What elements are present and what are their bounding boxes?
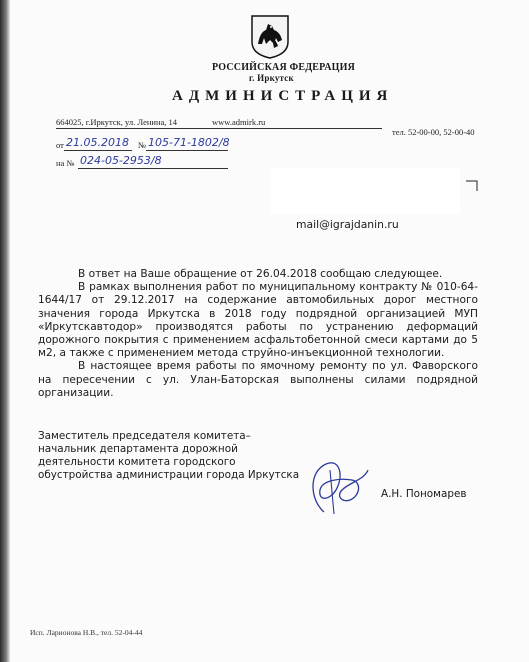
country-name: РОССИЙСКАЯ ФЕДЕРАЦИЯ bbox=[212, 62, 356, 73]
coat-of-arms-icon bbox=[250, 14, 290, 60]
date-prefix: от bbox=[56, 140, 64, 150]
body-paragraph: В ответ на Ваше обращение от 26.04.2018 сообщаю следующее. bbox=[78, 268, 443, 280]
phone-text: тел. 52-00-00, 52-00-40 bbox=[392, 127, 475, 137]
header-rule bbox=[56, 128, 382, 129]
position-line: деятельности комитета городского bbox=[38, 456, 236, 468]
body-paragraph: В рамках выполнения работ по муниципальному контракту № 010-64-1644/17 от 29.12.2017 на содержание автомобильных дорог местного значения города Иркутска в 2018 году подрядной организацией МУП «Иркутскавтодор» производятся работы по устранению деформаций дорожного покрытия с применением асфальтобетонной смеси картами до 5 м2, а также с применением метода струйно-инъекционной технологии. bbox=[38, 281, 478, 360]
signatory-position bbox=[38, 430, 299, 482]
corner-mark-icon bbox=[466, 180, 478, 192]
ref-underline bbox=[78, 168, 228, 169]
recipient-email: mail@igrajdanin.ru bbox=[296, 218, 399, 231]
handwritten-signature-icon bbox=[300, 450, 372, 520]
position-line: обустройства администрации города Иркутска bbox=[38, 469, 300, 481]
number-underline bbox=[146, 150, 228, 151]
scan-edge-shadow bbox=[0, 0, 10, 662]
position-line: Заместитель председателя комитета– bbox=[38, 430, 251, 442]
date-underline bbox=[64, 150, 132, 151]
administration-title: АДМИНИСТРАЦИЯ bbox=[172, 88, 394, 104]
number-prefix: № bbox=[138, 140, 147, 150]
position-line: начальник департамента дорожной bbox=[38, 443, 238, 455]
ref-handwritten: 024-05-2953/8 bbox=[80, 154, 162, 167]
ref-prefix: на № bbox=[56, 158, 75, 168]
redacted-recipient bbox=[270, 168, 460, 214]
letter-body bbox=[38, 268, 478, 400]
address-text: 664025, г.Иркутск, ул. Ленина, 14 bbox=[56, 117, 178, 127]
body-paragraph: В настоящее время работы по ямочному ремонту по ул. Фаворского на пересечении с ул. Улан-Баторская выполнены силами подрядной организации. bbox=[38, 360, 478, 399]
date-handwritten: 21.05.2018 bbox=[66, 136, 129, 149]
signatory-name: А.Н. Пономарев bbox=[381, 488, 467, 500]
city-name: г. Иркутск bbox=[249, 73, 294, 83]
number-handwritten: 105-71-1802/8 bbox=[148, 136, 230, 149]
website-text: www.admirk.ru bbox=[212, 117, 266, 127]
executor-note: Исп. Ларионова Н.В., тел. 52-04-44 bbox=[30, 628, 143, 637]
